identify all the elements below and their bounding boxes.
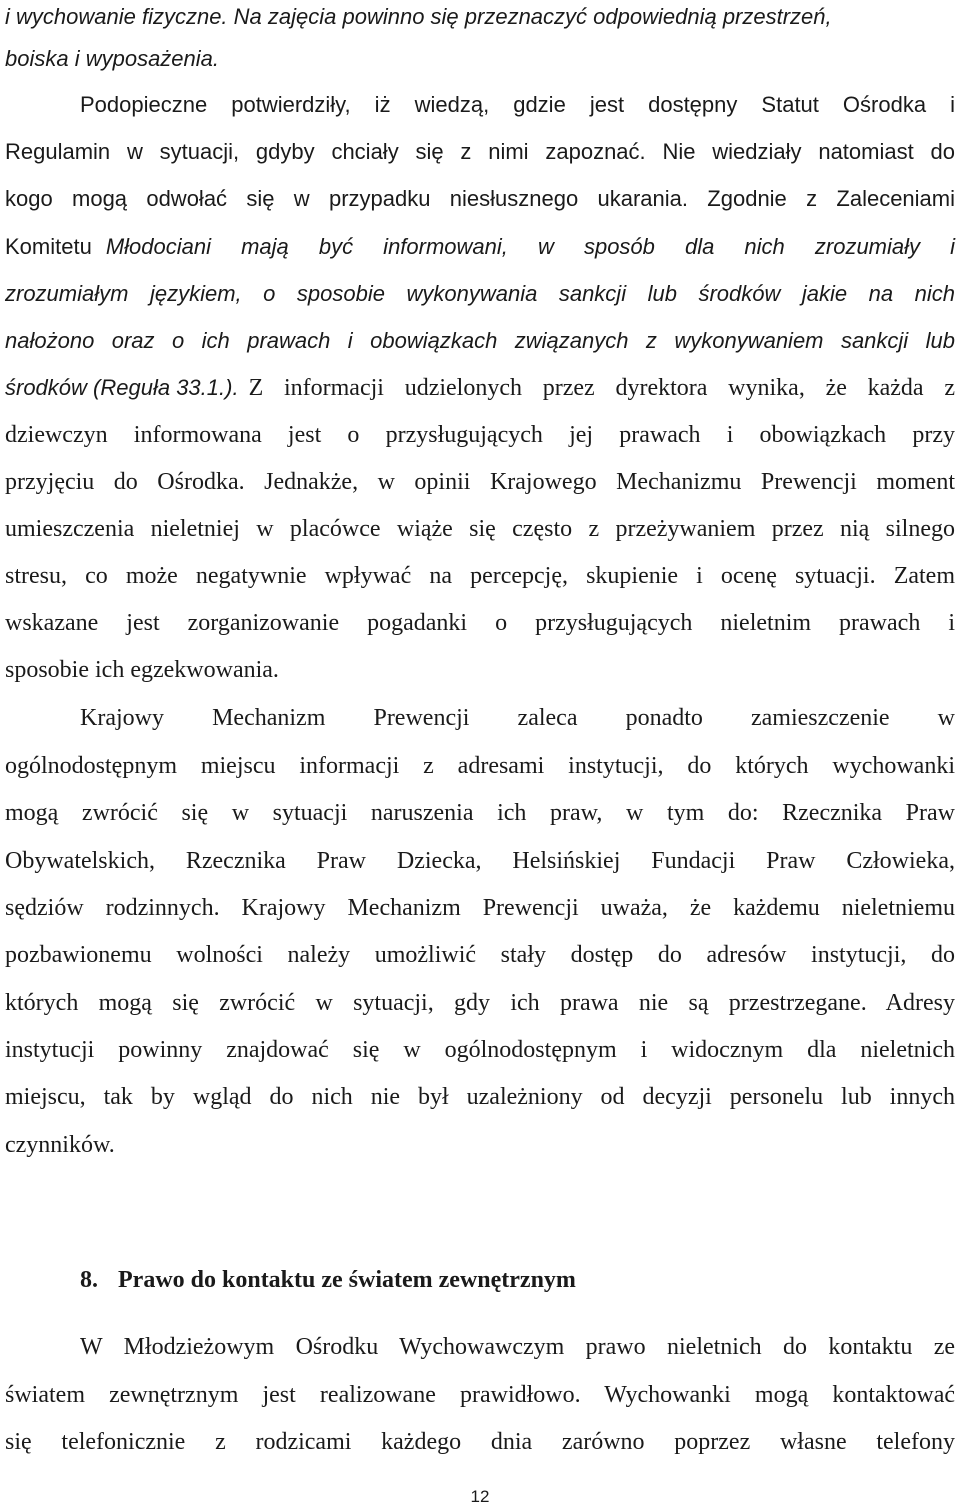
paragraph-line: zrozumiałym językiem, o sposobie wykonywania sankcji lub środków jakie na nich <box>5 281 955 306</box>
paragraph-line: się telefonicznie z rodzicami każdego dnia zarówno poprzez własne telefony <box>5 1429 955 1455</box>
paragraph-line: wskazane jest zorganizowanie pogadanki o przysługujących nieletnim prawach i <box>5 610 955 636</box>
paragraph-line: sędziów rodzinnych. Krajowy Mechanizm Prewencji uważa, że każdemu nieletniemu <box>5 895 955 921</box>
section-number: 8. <box>80 1267 98 1293</box>
paragraph-line: Regulamin w sytuacji, gdyby chciały się z nimi zapoznać. Nie wiedziały natomiast do <box>5 139 955 164</box>
paragraph-line: mogą zwrócić się w sytuacji naruszenia ich praw, w tym do: Rzecznika Praw <box>5 800 955 826</box>
section-title: Prawo do kontaktu ze światem zewnętrznym <box>118 1267 576 1293</box>
paragraph-line <box>5 232 955 262</box>
italic-fragment: środków (Reguła 33.1.). <box>5 375 239 400</box>
paragraph-line: Krajowy Mechanizm Prewencji zaleca ponadto zamieszczenie w <box>80 705 955 731</box>
paragraph-line: umieszczenia nieletniej w placówce wiąże się często z przeżywaniem przez nią silnego <box>5 516 955 542</box>
text-line: boiska i wyposażenia. <box>5 46 220 71</box>
section-heading <box>80 1265 576 1295</box>
paragraph-line: miejscu, tak by wgląd do nich nie był uzależniony od decyzji personelu lub innych <box>5 1084 955 1110</box>
page-number: 12 <box>470 1487 490 1506</box>
paragraph-line: kogo mogą odwołać się w przypadku niesłusznego ukarania. Zgodnie z Zaleceniami <box>5 186 955 211</box>
italic-fragment: Młodociani mają być informowani, w sposób dla nich zrozumiały i <box>105 234 955 259</box>
paragraph-line: czynników. <box>5 1132 115 1158</box>
paragraph-line <box>5 373 955 403</box>
text-fragment: Z informacji udzielonych przez dyrektora wynika, że każda z <box>248 375 955 401</box>
paragraph-line: pozbawionemu wolności należy umożliwić stały dostęp do adresów instytucji, do <box>5 942 955 968</box>
paragraph-line: dziewczyn informowana jest o przysługujących jej prawach i obowiązkach przy <box>5 422 955 448</box>
paragraph-line: sposobie ich egzekwowania. <box>5 657 279 683</box>
paragraph-line: których mogą się zwrócić w sytuacji, gdy ich prawa nie są przestrzegane. Adresy <box>5 990 955 1016</box>
paragraph-line: przyjęciu do Ośrodka. Jednakże, w opinii Krajowego Mechanizmu Prewencji moment <box>5 469 955 495</box>
paragraph-line: światem zewnętrznym jest realizowane prawidłowo. Wychowanki mogą kontaktować <box>5 1382 955 1408</box>
paragraph-line: Obywatelskich, Rzecznika Praw Dziecka, Helsińskiej Fundacji Praw Człowieka, <box>5 848 955 874</box>
text-line: i wychowanie fizyczne. Na zajęcia powinno się przeznaczyć odpowiednią przestrzeń, <box>5 4 832 29</box>
text-fragment: Komitetu <box>5 234 92 259</box>
paragraph-line: W Młodzieżowym Ośrodku Wychowawczym prawo nieletnich do kontaktu ze <box>80 1334 955 1360</box>
paragraph-line: nałożono oraz o ich prawach i obowiązkach związanych z wykonywaniem sankcji lub <box>5 328 955 353</box>
paragraph-line: Podopieczne potwierdziły, iż wiedzą, gdzie jest dostępny Statut Ośrodka i <box>80 92 955 117</box>
paragraph-line: instytucji powinny znajdować się w ogólnodostępnym i widocznym dla nieletnich <box>5 1037 955 1063</box>
paragraph-line: stresu, co może negatywnie wpływać na percepcję, skupienie i ocenę sytuacji. Zatem <box>5 563 955 589</box>
paragraph-line: ogólnodostępnym miejscu informacji z adresami instytucji, do których wychowanki <box>5 753 955 779</box>
